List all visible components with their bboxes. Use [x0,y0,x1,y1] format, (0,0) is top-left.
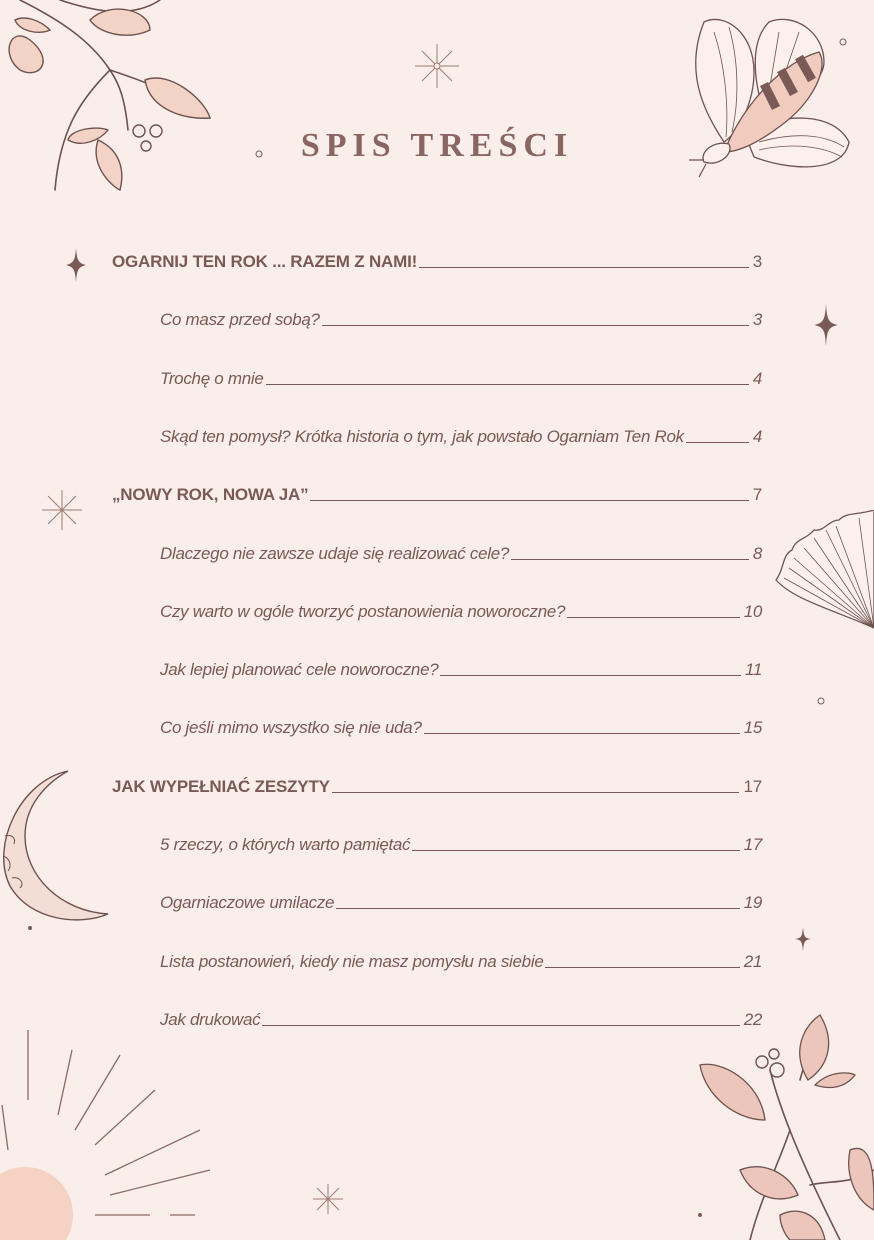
toc-page-number: 19 [743,893,762,912]
toc-entry-row[interactable] [160,423,762,449]
toc-leader-line [424,733,740,734]
toc-leader-line [322,325,749,326]
toc-leader-line [686,442,749,443]
toc-leader-line [336,908,740,909]
toc-entry-row[interactable] [160,365,762,391]
toc-entry-row[interactable] [160,831,762,857]
toc-entry-label: Co masz przed sobą? [160,310,320,329]
toc-page-number: 15 [743,718,762,737]
toc-entry-label: Co jeśli mimo wszystko się nie uda? [160,718,422,737]
toc-entry-label: „NOWY ROK, NOWA JA” [112,485,309,504]
toc-entry-label: JAK WYPEŁNIAĆ ZESZYTY [112,777,330,796]
toc-page-number: 4 [752,427,762,446]
toc-entry-label: Trochę o mnie [160,369,264,388]
toc-page-number: 22 [743,1010,762,1029]
toc-leader-line [412,850,739,851]
toc-entry-label: Czy warto w ogóle tworzyć postanowienia noworoczne? [160,602,566,621]
toc-leader-line [567,617,740,618]
toc-entry-label: Skąd ten pomysł? Krótka historia o tym, jak powstało Ogarniam Ten Rok [160,427,684,446]
toc-page-number: 8 [752,544,762,563]
toc-entry-row[interactable] [160,656,762,682]
toc-page-number: 21 [743,952,762,971]
toc-leader-line [332,792,740,793]
toc-page-number: 3 [752,252,762,271]
toc-section-row[interactable] [112,248,762,274]
toc-section-row[interactable] [112,481,762,507]
toc-leader-line [419,267,749,268]
toc-entry-label: Lista postanowień, kiedy nie masz pomysłu na siebie [160,952,544,971]
toc-entry-label: 5 rzeczy, o których warto pamiętać [160,835,411,854]
toc-page-number: 3 [752,310,762,329]
toc-leader-line [266,384,749,385]
toc-entry-row[interactable] [160,540,762,566]
toc-entry-row[interactable] [160,889,762,915]
toc-leader-line [545,967,739,968]
toc-page-number: 7 [752,485,762,504]
toc-page-number: 10 [743,602,762,621]
toc-entry-label: Jak drukować [160,1010,261,1029]
toc-section-row[interactable] [112,773,762,799]
toc-entry-row[interactable] [160,598,762,624]
toc-leader-line [262,1025,739,1026]
toc-entry-label: Jak lepiej planować cele noworoczne? [160,660,439,679]
toc-entry-row[interactable] [160,948,762,974]
toc-page-number: 4 [752,369,762,388]
toc-page-number: 17 [743,777,762,796]
toc-leader-line [440,675,741,676]
toc-entry-row[interactable] [160,714,762,740]
toc-entry-row[interactable] [160,1006,762,1032]
toc-page-number: 11 [744,660,762,679]
toc-entry-label: Dlaczego nie zawsze udaje się realizować cele? [160,544,510,563]
page-title: SPIS TREŚCI [300,126,574,164]
toc-entry-label: Ogarniaczowe umilacze [160,893,335,912]
toc-entry-row[interactable] [160,306,762,332]
toc-page-number: 17 [743,835,762,854]
toc-entry-label: OGARNIJ TEN ROK ... RAZEM Z NAMI! [112,252,418,271]
toc-leader-line [310,500,748,501]
toc-leader-line [511,559,749,560]
